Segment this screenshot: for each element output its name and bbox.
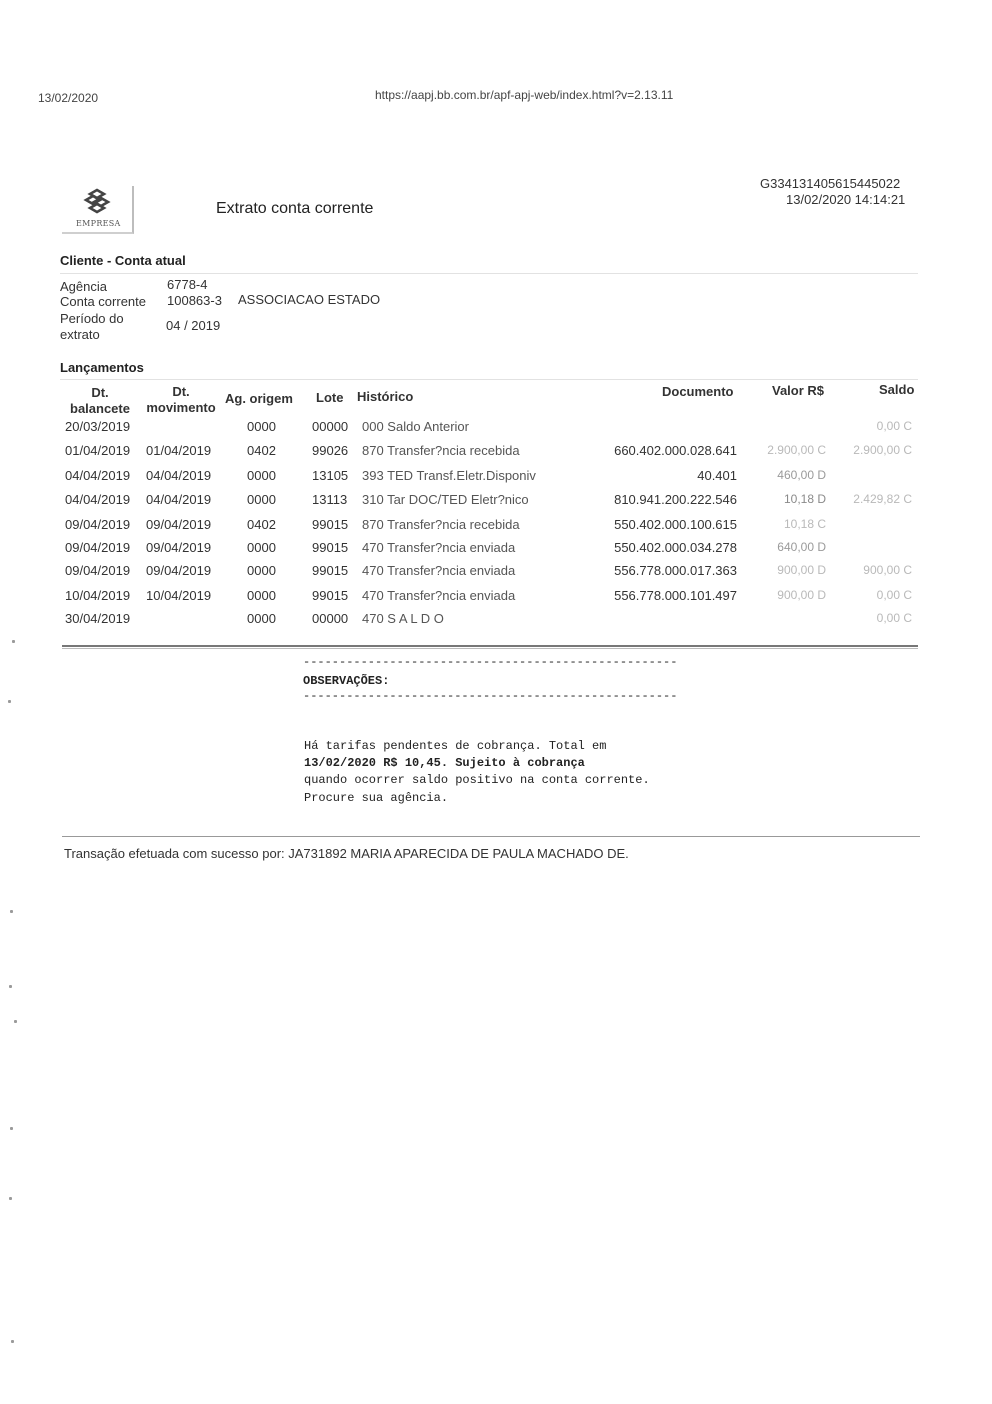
agencia-label: Agência <box>60 279 107 294</box>
table-bottom-rule <box>62 645 918 647</box>
lancamentos-section-title: Lançamentos <box>60 360 144 375</box>
cell-lote: 99026 <box>312 443 349 458</box>
obs-dashes-bottom: ---------------------------------------------------- <box>303 689 678 703</box>
cell-documento: 556.778.000.101.497 <box>614 588 737 603</box>
scan-speck <box>11 1340 14 1343</box>
cell-saldo: 0,00 C <box>876 611 912 625</box>
table-bottom-rule-2 <box>62 648 918 649</box>
cell-valor: 10,18 C <box>783 517 826 531</box>
lancamentos-divider <box>60 379 918 380</box>
cell-historico: 470 S A L D O <box>362 611 444 626</box>
cell-balancete: 09/04/2019 <box>65 540 131 555</box>
scan-speck <box>8 700 11 703</box>
cell-saldo: 0,00 C <box>876 588 912 602</box>
cell-movimento: 09/04/2019 <box>146 540 212 555</box>
cell-documento: 810.941.200.222.546 <box>614 492 737 507</box>
cell-movimento: 10/04/2019 <box>146 588 212 603</box>
cell-historico: 870 Transfer?ncia recebida <box>362 443 520 458</box>
cell-documento: 550.402.000.100.615 <box>614 517 737 532</box>
cell-balancete: 30/04/2019 <box>65 611 131 626</box>
conta-name: ASSOCIACAO ESTADO <box>238 292 381 307</box>
cell-valor: 900,00 D <box>777 588 826 602</box>
col-historico: Histórico <box>357 389 414 404</box>
cell-valor: 640,00 D <box>777 540 826 554</box>
col-ag-origem: Ag. origem <box>225 391 293 406</box>
cell-balancete: 20/03/2019 <box>65 419 131 434</box>
col-saldo: Saldo <box>879 382 915 397</box>
obs-line-2: 13/02/2020 R$ 10,45. Sujeito à cobrança <box>304 756 585 770</box>
cell-valor: 900,00 D <box>777 563 826 577</box>
cell-historico: 393 TED Transf.Eletr.Disponiv <box>362 468 536 483</box>
cell-valor: 10,18 D <box>783 492 826 506</box>
cell-ag: 0000 <box>247 419 276 434</box>
cell-balancete: 10/04/2019 <box>65 588 131 603</box>
conta-label: Conta corrente <box>60 294 146 309</box>
cell-ag: 0000 <box>247 492 276 507</box>
cell-valor: 460,00 D <box>777 468 826 482</box>
obs-line-1: Há tarifas pendentes de cobrança. Total em <box>304 739 607 753</box>
cell-ag: 0402 <box>247 517 276 532</box>
cell-balancete: 04/04/2019 <box>65 492 131 507</box>
cell-documento: 556.778.000.017.363 <box>614 563 737 578</box>
document-title: Extrato conta corrente <box>216 200 374 217</box>
cell-saldo: 900,00 C <box>863 563 912 577</box>
client-divider <box>60 273 918 274</box>
obs-line-4: Procure sua agência. <box>304 791 449 805</box>
scan-speck <box>9 985 12 988</box>
cell-historico: 000 Saldo Anterior <box>362 419 469 434</box>
cell-lote: 00000 <box>312 611 349 626</box>
obs-title: OBSERVAÇÕES: <box>303 674 390 688</box>
cell-ag: 0000 <box>247 468 276 483</box>
bank-logo <box>62 186 134 234</box>
print-date: 13/02/2020 <box>38 91 99 105</box>
col-dt-balancete <box>64 385 136 417</box>
cell-lote: 00000 <box>312 419 349 434</box>
cell-movimento: 01/04/2019 <box>146 443 212 458</box>
scan-speck <box>10 910 13 913</box>
cell-documento: 550.402.000.034.278 <box>614 540 737 555</box>
cell-balancete: 09/04/2019 <box>65 563 131 578</box>
scan-speck <box>9 1197 12 1200</box>
cell-ag: 0000 <box>247 540 276 555</box>
cell-balancete: 01/04/2019 <box>65 443 131 458</box>
scan-speck <box>14 1020 17 1023</box>
col-dt-balancete-line2: balancete <box>70 401 130 416</box>
col-documento: Documento <box>662 384 734 399</box>
cell-lote: 99015 <box>312 517 349 532</box>
cell-balancete: 04/04/2019 <box>65 468 131 483</box>
cell-balancete: 09/04/2019 <box>65 517 131 532</box>
cell-movimento: 04/04/2019 <box>146 492 212 507</box>
conta-value: 100863-3 <box>167 293 222 308</box>
client-section-title: Cliente - Conta atual <box>60 253 186 268</box>
cell-documento: 660.402.000.028.641 <box>614 443 737 458</box>
print-url[interactable]: https://aapj.bb.com.br/apf-apj-web/index.html?v=2.13.11 <box>375 88 674 102</box>
cell-historico: 470 Transfer?ncia enviada <box>362 540 516 555</box>
logo-label: EMPRESA <box>76 219 121 228</box>
cell-saldo: 0,00 C <box>876 419 912 433</box>
cell-historico: 870 Transfer?ncia recebida <box>362 517 520 532</box>
cell-documento: 40.401 <box>697 468 737 483</box>
bb-logo-icon <box>82 188 112 218</box>
cell-ag: 0402 <box>247 443 276 458</box>
cell-historico: 470 Transfer?ncia enviada <box>362 588 516 603</box>
col-dt-movimento-line1: Dt. <box>172 384 190 399</box>
footer-rule <box>62 836 920 837</box>
cell-saldo: 2.900,00 C <box>853 443 912 457</box>
document-timestamp: 13/02/2020 14:14:21 <box>786 192 906 207</box>
scan-speck <box>12 640 15 643</box>
col-dt-movimento <box>141 384 221 416</box>
cell-movimento: 09/04/2019 <box>146 517 212 532</box>
col-valor: Valor R$ <box>772 383 825 398</box>
periodo-label: Período do <box>60 311 124 326</box>
col-lote: Lote <box>316 390 344 405</box>
cell-lote: 99015 <box>312 588 349 603</box>
scan-speck <box>10 1127 13 1130</box>
obs-dashes-top: ---------------------------------------------------- <box>303 655 678 669</box>
cell-saldo: 2.429,82 C <box>853 492 912 506</box>
footer-text: Transação efetuada com sucesso por: JA731892 MARIA APARECIDA DE PAULA MACHADO DE. <box>64 846 629 861</box>
cell-lote: 13113 <box>312 492 348 507</box>
cell-lote: 99015 <box>312 540 349 555</box>
cell-historico: 470 Transfer?ncia enviada <box>362 563 516 578</box>
document-code: G334131405615445022 <box>760 176 901 191</box>
cell-lote: 99015 <box>312 563 349 578</box>
obs-line-3: quando ocorrer saldo positivo na conta corrente. <box>304 773 650 787</box>
col-dt-balancete-line1: Dt. <box>91 385 109 400</box>
periodo-label-2: extrato <box>60 327 100 342</box>
cell-ag: 0000 <box>247 588 276 603</box>
agencia-value: 6778-4 <box>167 277 208 292</box>
cell-ag: 0000 <box>247 563 276 578</box>
cell-ag: 0000 <box>247 611 276 626</box>
cell-historico: 310 Tar DOC/TED Eletr?nico <box>362 492 529 507</box>
cell-movimento: 09/04/2019 <box>146 563 212 578</box>
cell-movimento: 04/04/2019 <box>146 468 212 483</box>
col-dt-movimento-line2: movimento <box>146 400 216 415</box>
periodo-value: 04 / 2019 <box>166 318 221 333</box>
cell-valor: 2.900,00 C <box>767 443 826 457</box>
cell-lote: 13105 <box>312 468 349 483</box>
